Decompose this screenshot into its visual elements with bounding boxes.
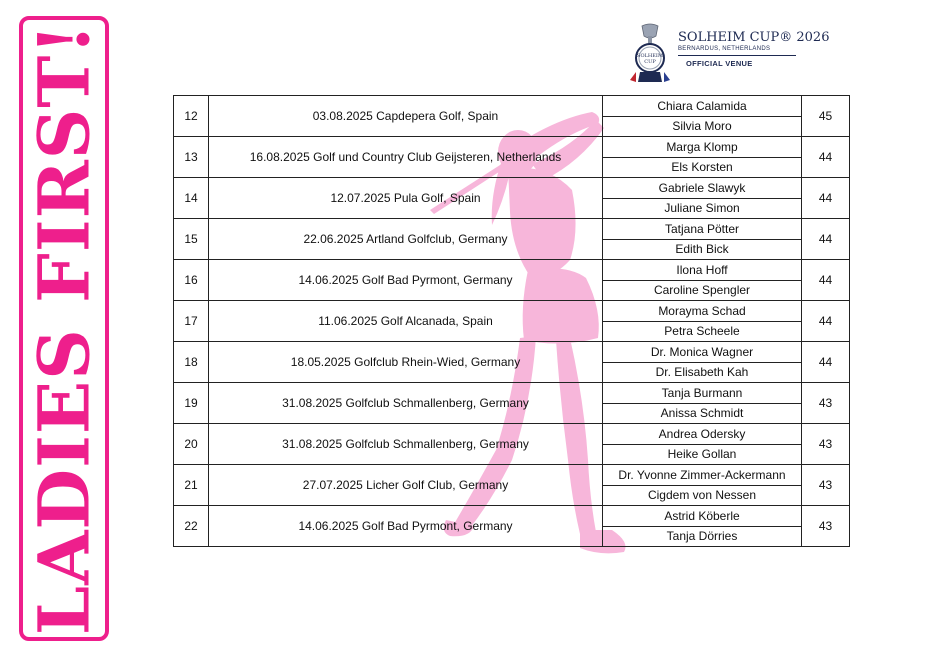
player-cell: Caroline Spengler (603, 280, 802, 301)
table-row (174, 301, 850, 322)
player-cell: Edith Bick (603, 239, 802, 260)
score-cell: 45 (802, 96, 850, 137)
rank-cell: 19 (174, 383, 209, 424)
rank-cell: 15 (174, 219, 209, 260)
rank-cell: 14 (174, 178, 209, 219)
score-cell: 44 (802, 260, 850, 301)
banner-title: LADIES FIRST! (22, 22, 106, 635)
table-row (174, 465, 850, 486)
player-cell: Heike Gollan (603, 444, 802, 465)
player-cell: Juliane Simon (603, 198, 802, 219)
player-cell: Morayma Schad (603, 301, 802, 322)
svg-text:CUP: CUP (644, 59, 656, 65)
results-table (173, 95, 850, 547)
score-cell: 43 (802, 506, 850, 547)
player-cell: Chiara Calamida (603, 96, 802, 117)
ladies-first-banner (19, 16, 109, 641)
event-cell: 14.06.2025 Golf Bad Pyrmont, Germany (209, 506, 603, 547)
score-cell: 44 (802, 219, 850, 260)
player-cell: Tatjana Pötter (603, 219, 802, 240)
player-cell: Dr. Elisabeth Kah (603, 362, 802, 383)
player-cell: Tanja Dörries (603, 526, 802, 547)
table-row (174, 424, 850, 445)
table-row (174, 219, 850, 240)
player-cell: Cigdem von Nessen (603, 485, 802, 506)
player-cell: Marga Klomp (603, 137, 802, 158)
score-cell: 43 (802, 383, 850, 424)
table-row (174, 137, 850, 158)
player-cell: Dr. Monica Wagner (603, 342, 802, 363)
event-cell: 16.08.2025 Golf und Country Club Geijsteren, Netherlands (209, 137, 603, 178)
score-cell: 43 (802, 424, 850, 465)
score-cell: 43 (802, 465, 850, 506)
player-cell: Astrid Köberle (603, 506, 802, 527)
event-cell: 11.06.2025 Golf Alcanada, Spain (209, 301, 603, 342)
rank-cell: 13 (174, 137, 209, 178)
player-cell: Dr. Yvonne Zimmer-Ackermann (603, 465, 802, 486)
player-cell: Els Korsten (603, 157, 802, 178)
solheim-cup-logo (626, 22, 830, 84)
logo-divider (678, 55, 796, 56)
event-cell: 14.06.2025 Golf Bad Pyrmont, Germany (209, 260, 603, 301)
table-row (174, 506, 850, 527)
rank-cell: 18 (174, 342, 209, 383)
table-row (174, 96, 850, 117)
event-cell: 12.07.2025 Pula Golf, Spain (209, 178, 603, 219)
table-row (174, 178, 850, 199)
table-row (174, 383, 850, 404)
svg-text:SOLHEIM: SOLHEIM (637, 53, 663, 59)
rank-cell: 12 (174, 96, 209, 137)
event-cell: 18.05.2025 Golfclub Rhein-Wied, Germany (209, 342, 603, 383)
player-cell: Anissa Schmidt (603, 403, 802, 424)
player-cell: Petra Scheele (603, 321, 802, 342)
rank-cell: 16 (174, 260, 209, 301)
score-cell: 44 (802, 137, 850, 178)
logo-title: SOLHEIM CUP® 2026 (678, 30, 830, 45)
score-cell: 44 (802, 342, 850, 383)
score-cell: 44 (802, 301, 850, 342)
event-cell: 31.08.2025 Golfclub Schmallenberg, Germany (209, 383, 603, 424)
trophy-emblem-icon (626, 22, 674, 84)
rank-cell: 20 (174, 424, 209, 465)
logo-official-venue: OFFICIAL VENUE (686, 59, 753, 68)
player-cell: Tanja Burmann (603, 383, 802, 404)
event-cell: 22.06.2025 Artland Golfclub, Germany (209, 219, 603, 260)
event-cell: 03.08.2025 Capdepera Golf, Spain (209, 96, 603, 137)
score-cell: 44 (802, 178, 850, 219)
logo-subtitle: BERNARDUS, NETHERLANDS (678, 46, 771, 52)
event-cell: 31.08.2025 Golfclub Schmallenberg, Germany (209, 424, 603, 465)
player-cell: Andrea Odersky (603, 424, 802, 445)
table-row (174, 260, 850, 281)
rank-cell: 21 (174, 465, 209, 506)
player-cell: Gabriele Slawyk (603, 178, 802, 199)
player-cell: Silvia Moro (603, 116, 802, 137)
rank-cell: 22 (174, 506, 209, 547)
rank-cell: 17 (174, 301, 209, 342)
table-row (174, 342, 850, 363)
player-cell: Ilona Hoff (603, 260, 802, 281)
event-cell: 27.07.2025 Licher Golf Club, Germany (209, 465, 603, 506)
